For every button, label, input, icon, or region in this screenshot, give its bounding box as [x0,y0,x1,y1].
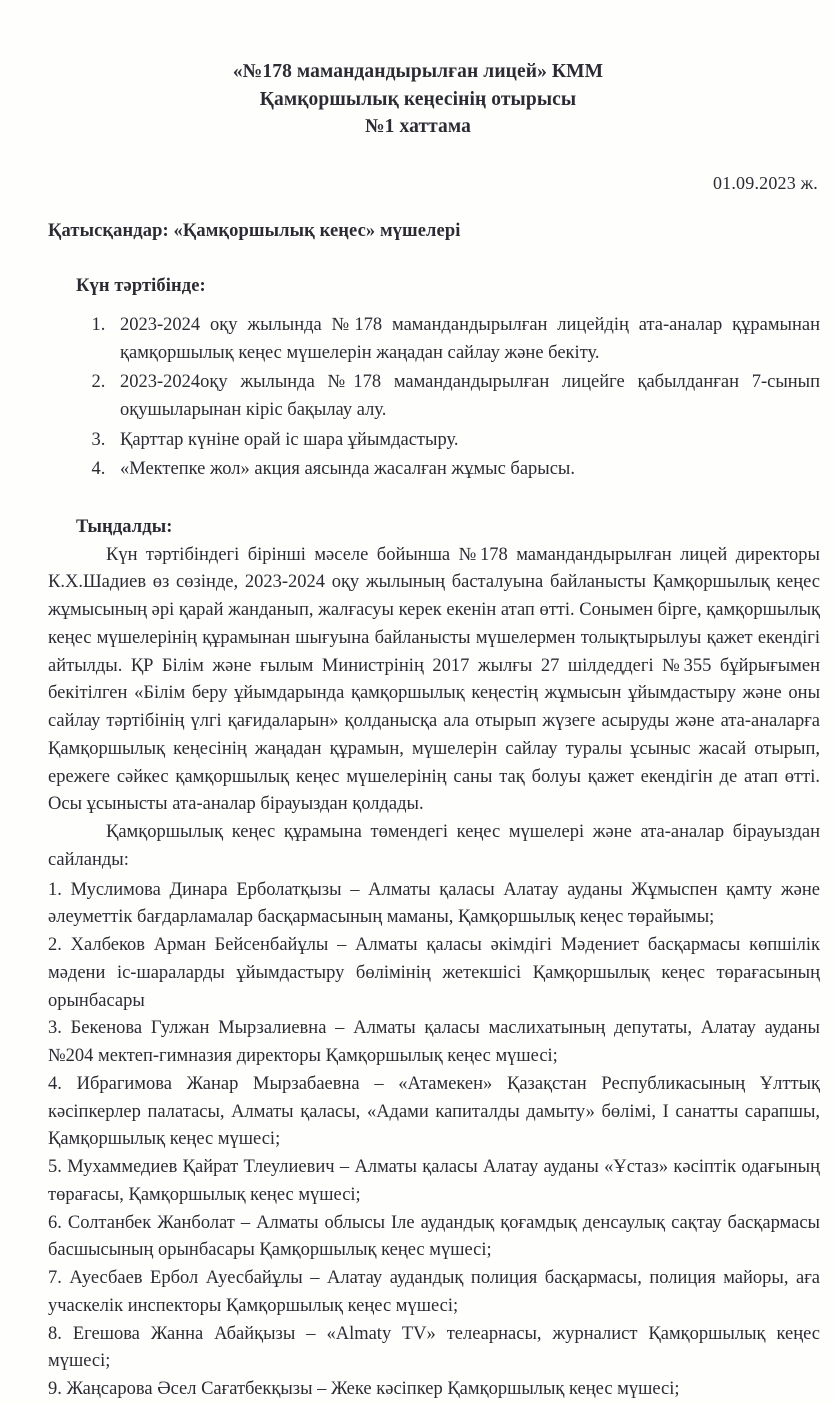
member-entry: 9. Жаңсарова Әсел Сағатбекқызы – Жеке кәсіпкер Қамқоршылық кеңес мүшесі; [48,1379,680,1400]
member-entry: 5. Мухаммедиев Қайрат Тлеулиевич – Алматы қаласы Алатау ауданы «Ұстаз» кәсіптік одағының төрағасы, Қамқоршылық кеңес мүшесі; [48,1157,820,1205]
agenda-list [48,311,820,483]
member-list [48,877,820,1404]
agenda-item: 3. Қарттар күніне орай іс шара ұйымдастыру. [110,426,820,454]
document-title [0,0,836,141]
body-paragraph-2: Қамқоршылық кеңес құрамына төмендегі кеңес мүшелері және ата-аналар бірауыздан сайланды: [48,822,820,870]
member-entry: 6. Солтанбек Жанболат – Алматы облысы Іле аудандық қоғамдық денсаулық сақтау басқармасы басшысының орынбасары Қамқоршылық кеңес мүшесі; [48,1212,820,1261]
member-entry: 8. Егешова Жанна Абайқызы – «Almaty TV» телеарнасы, журналист Қамқоршылық кеңес мүшесі; [48,1323,820,1372]
agenda-item: 2. 2023-2024оқу жылында №178 мамандандырылған лицейге қабылданған 7-сынып оқушыларынан кіріс бақылау алу. [110,368,820,424]
member-entry: 4. Ибрагимова Жанар Мырзабаевна – «Атамекен» Қазақстан Республикасының Ұлттық кәсіпкерлер палатасы, Алматы қаласы, «Адами капиталды дамыту» бөлімі, I санатты сарапшы, Қамқоршылық кеңес мүшесі; [48,1073,820,1150]
heard-heading: Тыңдалды: [76,516,173,537]
agenda-item: 1. 2023-2024 оқу жылында №178 мамандандырылған лицейдің ата-аналар құрамынан қамқоршылық кеңес мүшелерін жаңадан сайлау және бекіту. [110,311,820,367]
member-entry: 1. Муслимова Динара Ерболатқызы – Алматы қаласы Алатау ауданы Жұмыспен қамту және әлеуметтік бағдарламалар басқармасының маманы, Қамқоршылық кеңес төрайымы; [48,879,820,928]
agenda-item: 4. «Мектепке жол» акция аясында жасалған жұмыс барысы. [110,455,820,483]
agenda-heading: Күн тәртібінде: [76,276,206,297]
member-entry: 2. Халбеков Арман Бейсенбайұлы – Алматы қаласы әкімдігі Мәдениет басқармасы көпшілік мәдени іс-шараларды ұйымдастыру бөлімінің жетекшісі Қамқоршылық кеңес төрағасының орынбасары [48,935,820,1011]
title-line-2: Қамқоршылық кеңесінің отырысы [259,88,577,110]
member-entry: 7. Ауесбаев Ербол Ауесбайұлы – Алатау аудандық полиция басқармасы, полиция майоры, аға учаскелік инспекторы Қамқоршылық кеңес мүшесі; [48,1268,820,1316]
member-entry: 3. Бекенова Гулжан Мырзалиевна – Алматы қаласы маслихатының депутаты, Алатау ауданы №204 мектеп-гимназия директоры Қамқоршылық кеңес мүшесі; [48,1018,820,1067]
document-date: 01.09.2023 ж. [712,173,818,194]
document-body [0,221,836,1404]
title-line-1: «№178 мамандандырылған лицей» КММ [232,61,604,82]
title-line-3: №1 хаттама [364,116,471,138]
attendees-line: Қатысқандар: «Қамқоршылық кеңес» мүшелері [48,221,461,242]
body-paragraph-1: Күн тәртібіндегі бірінші мәселе бойынша №178 мамандандырылған лицей директоры К.Х.Шадиев өз сөзінде, 2023-2024 оқу жылының басталуына байланысты Қамқоршылық кеңес жұмысының әрі қарай жанданып, жалғасуы керек екенін атап өтті. Сонымен бірге, қамқоршылық кеңес мүшелерінің құрамынан шығуына байланысты мүшелермен толықтырылуы қажет екендігі айтылды. ҚР Білім және ғылым Министрінің 2017 жылғы 27 шілдеддегі №355 бұйрығымен бекітілген «Білім беру ұйымдарында қамқоршылық кеңестің жұмысын ұйымдастыру және оны сайлау тәртібінің үлгі қағидаларын» қолданысқа ала отырып жүзеге асыруды және ата-аналарға Қамқоршылық кеңесінің жаңадан құрамын, мүшелерін сайлау туралы ұсыныс жасай отырып, ережеге сәйкес қамқоршылық кеңес мүшелерінің саны тақ болуы қажет екендігін де атап өтті. Осы ұсынысты ата-аналар бірауыздан қолдады. [48,544,820,815]
